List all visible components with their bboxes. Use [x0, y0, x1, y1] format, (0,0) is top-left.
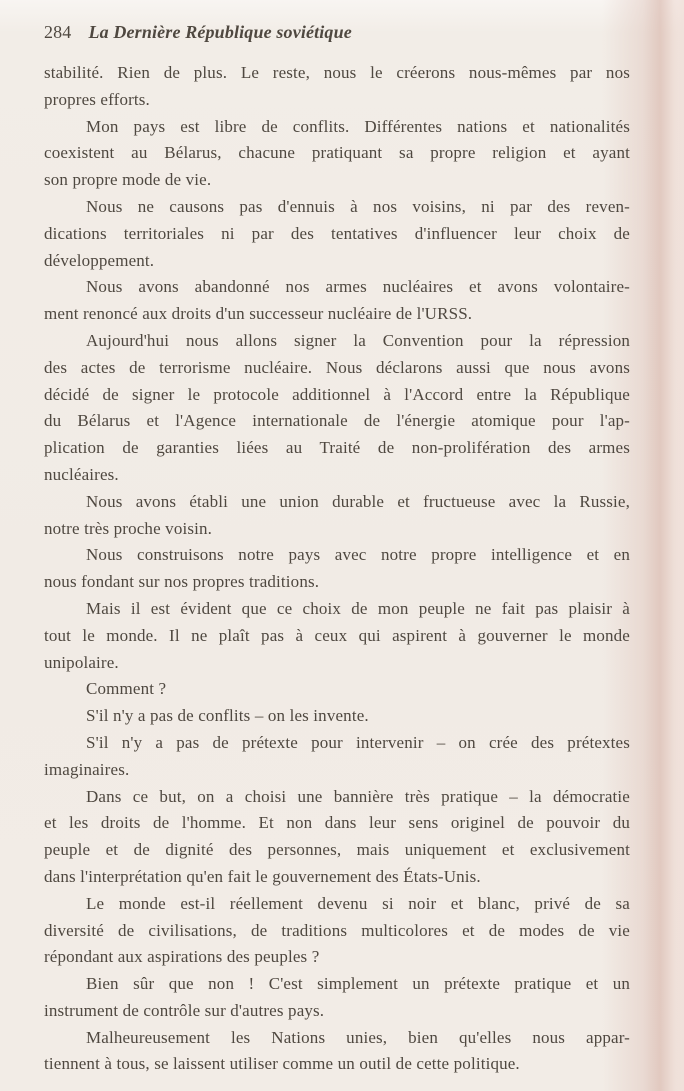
page-edge-shadow — [676, 0, 684, 1091]
text-line: notre très proche voisin. — [44, 518, 213, 538]
text-line: Malheureusement les Nations unies, bien qu'elles nous appar- — [86, 1027, 630, 1047]
page-body — [44, 60, 630, 1078]
text-line: stabilité. Rien de plus. Le reste, nous le créerons nous-mêmes par nos — [44, 63, 630, 82]
text-line: Nous avons établi une union durable et fructueuse avec la Russie, — [86, 491, 630, 511]
paragraph — [44, 891, 630, 971]
text-line: Bien sûr que non ! C'est simplement un prétexte pratique et un — [86, 974, 630, 994]
paragraph — [44, 971, 630, 1025]
paragraph — [44, 489, 630, 543]
text-line: Mais il est évident que ce choix de mon peuple ne fait pas plaisir à — [86, 598, 630, 618]
text-line: tiennent à tous, se laissent utiliser comme un outil de cette politique. — [44, 1054, 520, 1074]
text-line: propres efforts. — [44, 89, 150, 109]
paragraph — [44, 703, 630, 730]
paragraph — [44, 596, 630, 676]
text-line: du Bélarus et l'Agence internationale de l'énergie atomique pour l'ap- — [44, 411, 630, 431]
text-line: Comment ? — [86, 679, 167, 699]
text-line: nucléaires. — [44, 464, 119, 484]
text-line: des actes de terrorisme nucléaire. Nous déclarons aussi que nous avons — [44, 357, 630, 377]
text-line: son propre mode de vie. — [44, 170, 212, 190]
text-line: tout le monde. Il ne plaît pas à ceux qui aspirent à gouverner le monde — [44, 625, 630, 645]
text-line: peuple et de dignité des personnes, mais uniquement et exclusivement — [44, 840, 630, 860]
text-line: diversité de civilisations, de traditions multicolores et de modes de vie — [44, 920, 630, 940]
text-line: Le monde est-il réellement devenu si noir et blanc, privé de sa — [86, 893, 630, 913]
running-title: La Dernière République soviétique — [88, 22, 352, 42]
paragraph — [44, 1025, 630, 1079]
text-line: Nous ne causons pas d'ennuis à nos voisins, ni par des reven- — [86, 196, 630, 216]
paragraph — [44, 784, 630, 891]
text-line: Nous construisons notre pays avec notre propre intelligence et en — [86, 545, 630, 565]
text-line: développement. — [44, 250, 155, 270]
paragraph — [44, 542, 630, 596]
page-header — [44, 20, 630, 44]
text-line: Mon pays est libre de conflits. Différentes nations et nationalités — [86, 116, 630, 136]
text-line: dans l'interprétation qu'en fait le gouvernement des États-Unis. — [44, 866, 481, 886]
text-line: plication de garanties liées au Traité de non-prolifération des armes — [44, 438, 630, 458]
text-line: imaginaires. — [44, 759, 130, 779]
paragraph — [44, 274, 630, 328]
text-line: instrument de contrôle sur d'autres pays. — [44, 1000, 325, 1020]
page-number: 284 — [44, 22, 72, 42]
text-line: dications territoriales ni par des tentatives d'influencer leur choix de — [44, 223, 630, 243]
text-line: Nous avons abandonné nos armes nucléaires et avons volontaire- — [86, 277, 630, 297]
paragraph — [44, 114, 630, 194]
text-line: et les droits de l'homme. Et non dans leur sens originel de pouvoir du — [44, 813, 630, 833]
text-line: unipolaire. — [44, 652, 119, 672]
text-line: Dans ce but, on a choisi une bannière très pratique – la démocratie — [86, 786, 630, 806]
text-line: coexistent au Bélarus, chacune pratiquant sa propre religion et ayant — [44, 143, 630, 163]
paragraph — [44, 60, 630, 114]
text-line: répondant aux aspirations des peuples ? — [44, 947, 320, 967]
text-line: S'il n'y a pas de prétexte pour intervenir – on crée des prétextes — [86, 732, 630, 752]
paragraph — [44, 676, 630, 703]
text-line: ment renoncé aux droits d'un successeur nucléaire de l'URSS. — [44, 304, 473, 324]
paragraph — [44, 328, 630, 489]
text-line: Aujourd'hui nous allons signer la Convention pour la répression — [86, 330, 630, 350]
text-line: décidé de signer le protocole additionnel à l'Accord entre la République — [44, 384, 630, 404]
text-line: nous fondant sur nos propres traditions. — [44, 572, 320, 592]
text-line: S'il n'y a pas de conflits – on les invente. — [86, 706, 369, 726]
paragraph — [44, 194, 630, 274]
paragraph — [44, 730, 630, 784]
